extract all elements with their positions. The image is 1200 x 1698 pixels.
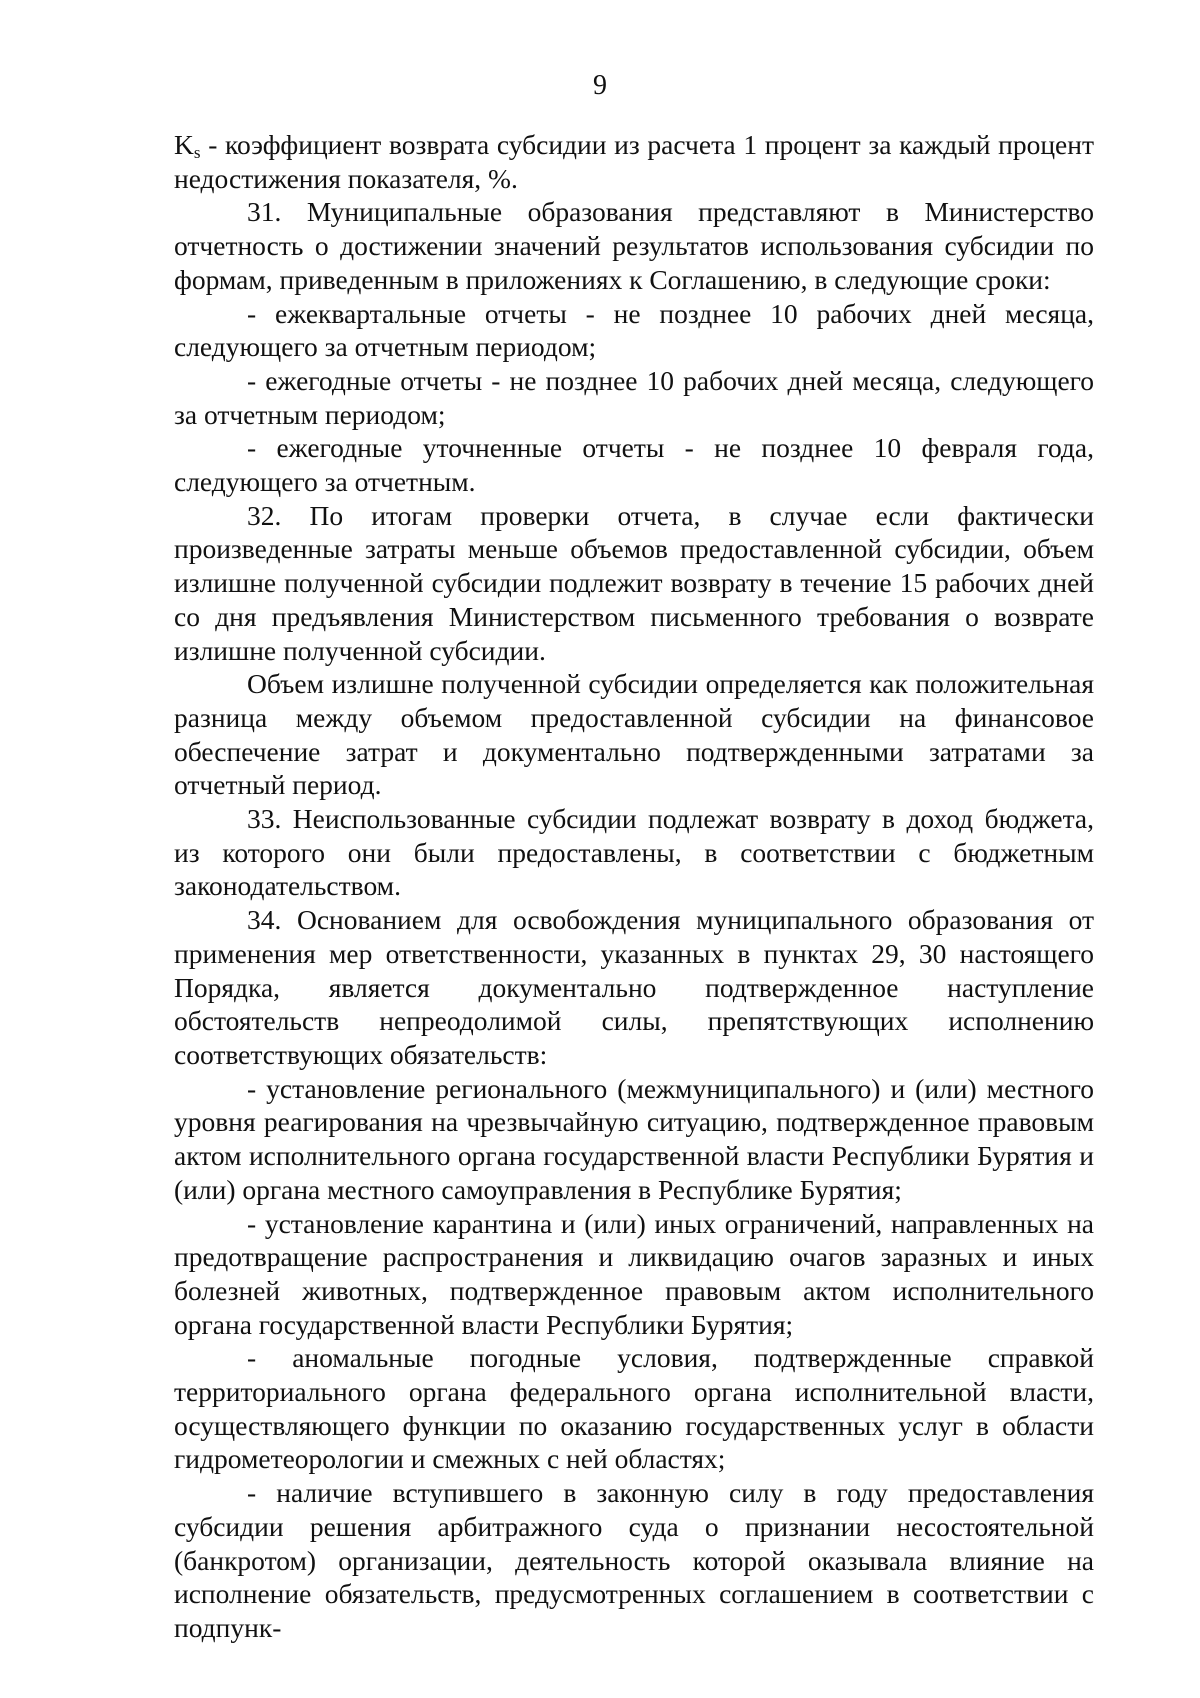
ks-subscript: s — [193, 142, 201, 162]
paragraph-31: 31. Муниципальные образования представляют в Министерство отчетность о достижении значений результатов использования субсидии по формам, приведенным в приложениях к Соглашению, в следующие сроки: — [174, 196, 1094, 295]
page-number: 9 — [593, 70, 607, 101]
document-body — [174, 128, 1094, 1645]
paragraph-31-item-2: - ежегодные отчеты - не позднее 10 рабочих дней месяца, следующего за отчетным периодом; — [174, 364, 1094, 430]
paragraph-34-item-3: - аномальные погодные условия, подтвержденные справкой территориального органа федерального органа исполнительной власти, осуществляющего функции по оказанию государственных услуг в области гидрометеорологии и смежных с ней областях; — [174, 1342, 1094, 1475]
paragraph-34: 34. Основанием для освобождения муниципального образования от применения мер ответственности, указанных в пунктах 29, 30 настоящего Порядка, является документально подтвержденное наступление обстоятельств непреодолимой силы, препятствующих исполнению соответствующих обязательств: — [174, 904, 1094, 1070]
paragraph-31-item-3: - ежегодные уточненные отчеты - не позднее 10 февраля года, следующего за отчетным. — [174, 432, 1094, 498]
ks-definition-paragraph — [174, 128, 1094, 195]
paragraph-32-continuation: Объем излишне полученной субсидии определяется как положительная разница между объемом предоставленной субсидии на финансовое обеспечение затрат и документально подтвержденными затратами за отчетный период. — [174, 668, 1094, 801]
paragraph-34-item-1: - установление регионального (межмуниципального) и (или) местного уровня реагирования на чрезвычайную ситуацию, подтвержденное правовым актом исполнительного органа государственной власти Республики Бурятия и (или) органа местного самоуправления в Республике Бурятия; — [174, 1072, 1094, 1205]
paragraph-32: 32. По итогам проверки отчета, в случае если фактически произведенные затраты меньше объемов предоставленной субсидии, объем излишне полученной субсидии подлежит возврату в течение 15 рабочих дней со дня предъявления Министерством письменного требования о возврате излишне полученной субсидии. — [174, 499, 1094, 666]
paragraph-34-item-4: - наличие вступившего в законную силу в году предоставления субсидии решения арбитражного суда о признании несостоятельной (банкротом) организации, деятельность которой оказывала влияние на исполнение обязательств, предусмотренных соглашением в соответствии с подпунк- — [174, 1477, 1094, 1643]
paragraph-33: 33. Неиспользованные субсидии подлежат возврату в доход бюджета, из которого они были предоставлены, в соответствии с бюджетным законодательством. — [174, 803, 1094, 902]
paragraph-34-item-2: - установление карантина и (или) иных ограничений, направленных на предотвращение распространения и ликвидацию очагов заразных и иных болезней животных, подтвержденное правовым актом исполнительного органа государственной власти Республики Бурятия; — [174, 1207, 1094, 1340]
ks-definition-text: - коэффициент возврата субсидии из расчета 1 процент за каждый процент недостижения показателя, %. — [174, 129, 1094, 194]
paragraph-31-item-1: - ежеквартальные отчеты - не позднее 10 рабочих дней месяца, следующего за отчетным периодом; — [174, 297, 1094, 363]
ks-symbol: K — [174, 129, 194, 160]
